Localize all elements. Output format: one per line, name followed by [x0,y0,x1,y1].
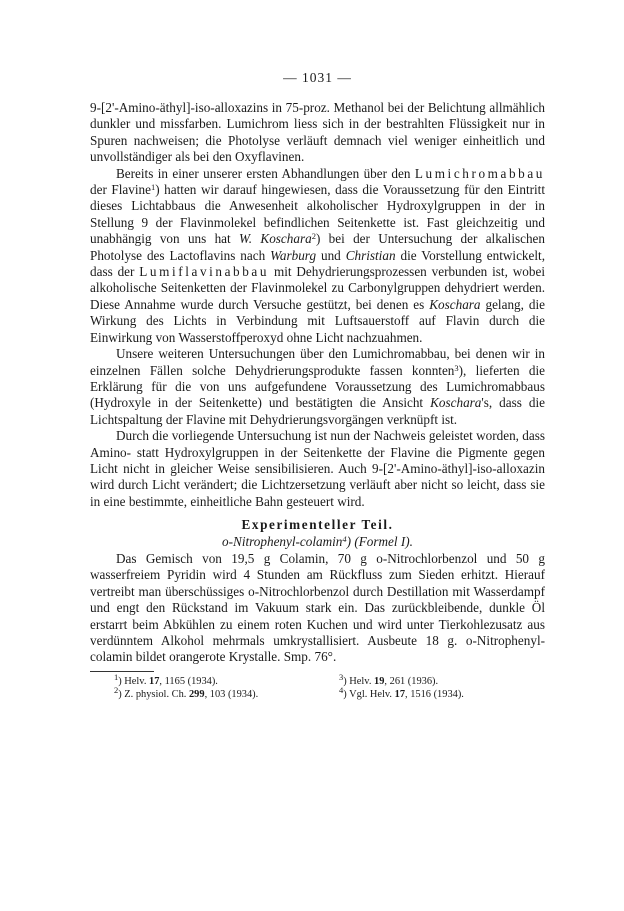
footnote-1: $^1$) Helv. 17, 1165 (1934). [114,671,218,687]
author-name: Warburg [270,247,317,263]
paragraph-4: Durch die vorliegende Untersuchung ist nun der Nachweis geleistet worden, dass Amino- statt Hydroxylgruppen in der Seitenkette der Flavine die Pigmente gegen Licht nicht in gleicher Weise sensibilisieren. Auch 9-[2'-Amino-äthyl]-iso-alloxazin wird durch Licht verändert; die Lichtzersetzung verläuft aber nicht so leicht, dass sie in eine bestimmte, einheitliche Bahn gesteuert wird. [90,428,545,509]
author-name: Koschara [429,296,481,312]
footnote-ref-2: 2 [311,231,316,242]
author-name: Koschara [430,395,482,411]
author-name: Christian [345,247,396,263]
footnote-ref-4: 4 [342,533,347,544]
paragraph-5: Das Gemisch von 19,5 g Colamin, 70 g o-Nitrochlorbenzol und 50 g wasserfreiem Pyridin wird 4 Stunden am Rückfluss zum Sieden erhitzt. Hierauf vertreibt man überschüssiges o-Nitrochlorbenzol durch Destillation mit Wasserdampf und engt den Rückstand im Vakuum stark ein. Das zurückbleibende, dunkle Öl erstarrt beim Abkühlen zu einem roten Kuchen und wird unter Tierkohlezusatz aus verdünntem Alkohol mehrmals umkrystallisiert. Ausbeute 18 g. o-Nitrophenyl-colamin bildet orangerote Krystalle. Smp. 76°. [90,550,545,665]
footnote-3: $^3$) Helv. 19, 261 (1936). [339,671,439,687]
paragraph-2: Bereits in einer unserer ersten Abhandlungen über den Lumichromabbau der Flavine$^1$) hatten wir darauf hingewiesen, dass die Voraussetzung für den Eintritt dieses Lichtabbaus die Anwesenheit alkoholischer Hydroxylgruppen in der in Stellung 9 der Flavinmolekel befindlichen Seitenkette ist. Fast gleichzeitig und unabhängig von uns hat W. Koschara$^2$) bei der Untersuchung der alkalischen Photolyse des Lactoflavins nach Warburg und Christian die Vorstellung entwickelt, dass der Lumiflavinabbau mit Dehydrierungsprozessen verbunden ist, wobei alkoholische Seitenketten der Flavinmolekel zu Carbonylgruppen dehydriert werden. Diese Annahme wurde durch Versuche gestützt, bei denen es Koschara gelang, die Wirkung des Lichts in Verbindung mit Luftsauerstoff auf Flavin durch die Einwirkung von Wasserstoffperoxyd ohne Licht nachzuahmen. [90,165,546,345]
footnote-4: $^4$) Vgl. Helv. 17, 1516 (1934). [339,685,464,701]
footnote-divider [90,671,154,672]
paragraph-1: 9-[2'-Amino-äthyl]-iso-alloxazins in 75-proz. Methanol bei der Belichtung allmählich dunkler und missfarben. Lumichrom liess sich in der bestrahlten Flüssigkeit nur in Spuren nachweisen; die Photolyse verläuft demnach viel weniger einheitlich und unvollständiger als bei den Oxyflavinen. [90,100,545,165]
page-number: — 1031 — [283,70,352,85]
footnote-2: $^2$) Z. physiol. Ch. 299, 103 (1934). [114,685,259,701]
page-body [90,70,545,702]
spaced-term-lumichromabbau: Lumichromabbau [414,165,545,181]
footnotes [90,671,545,702]
subsection-heading: o-Nitrophenyl-colamin$^4$) (Formel I). [222,533,413,549]
spaced-term-lumiflavinabbau: Lumiflavinabbau [139,264,270,280]
footnote-ref-3: 3 [454,362,459,373]
footnote-ref-1: 1 [150,182,156,193]
section-heading: Experimenteller Teil. [241,517,394,533]
author-name: W. Koschara [239,231,312,247]
paragraph-3: Unsere weiteren Untersuchungen über den Lumichromabbau, bei denen wir in einzelnen Fällen solche Dehydrierungsprodukte fassen konnten$^3$), lieferten die Erklärung für die von uns aufgefundene Voraussetzung des Lumichromabbaus (Hydroxyle in der Seitenkette) und bestätigten die Ansicht Koschara's, dass die Lichtspaltung der Flavine mit Dehydrierungsvorgängen verknüpft ist. [90,346,545,427]
